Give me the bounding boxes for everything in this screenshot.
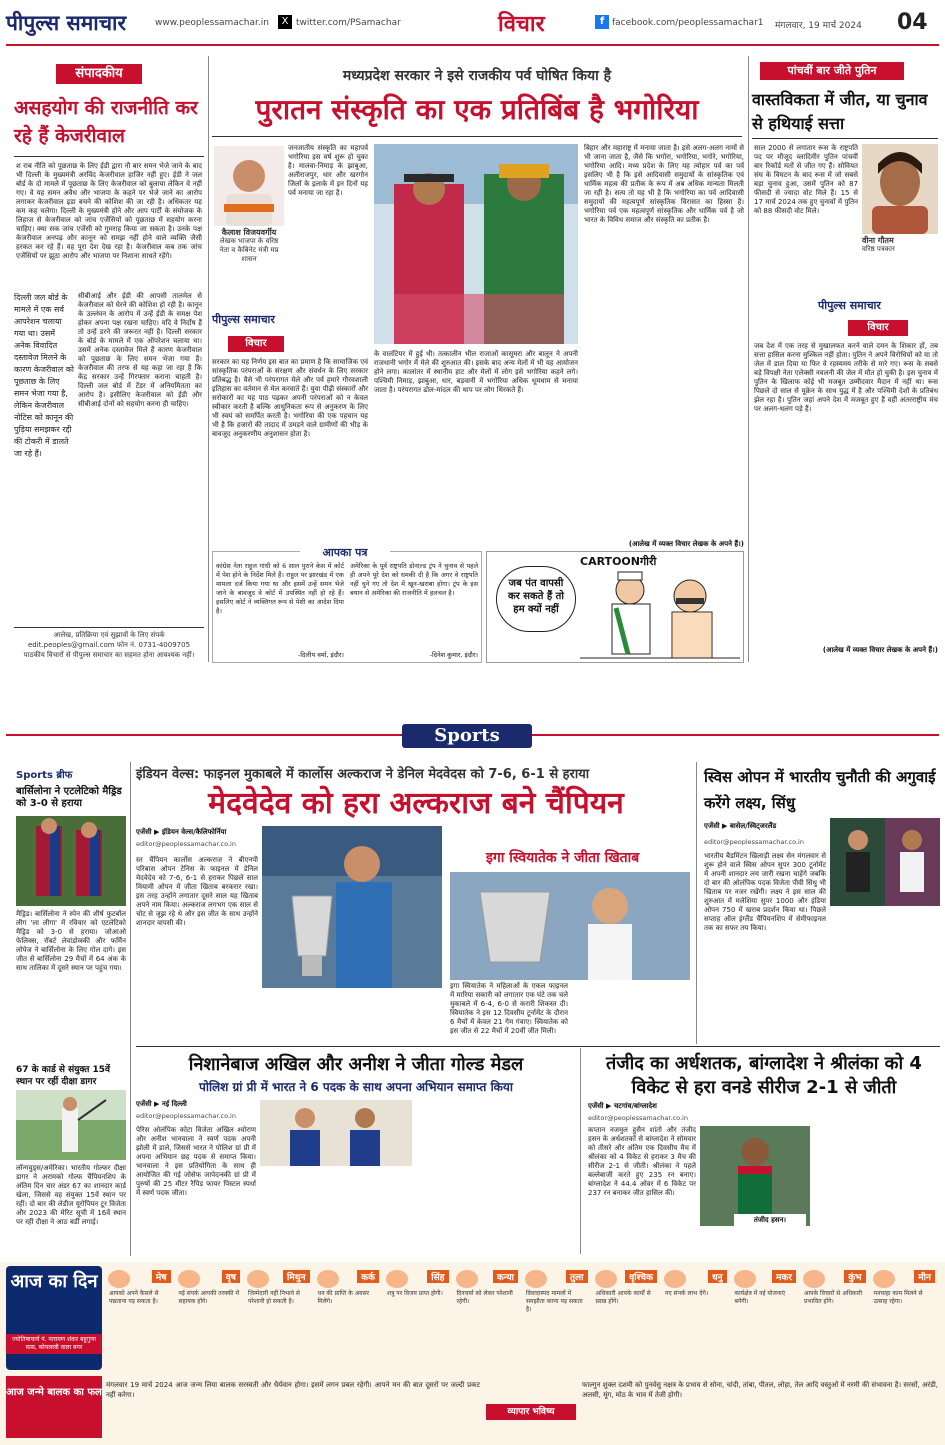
sign-name: धनु <box>708 1270 727 1283</box>
swiss-email[interactable]: editor@peoplessamachar.co.in <box>704 838 804 846</box>
sign-name: मेष <box>152 1270 171 1283</box>
sign-text: दिनचर्या को लेकर परेशानी रहेगी। <box>456 1290 513 1305</box>
masthead <box>0 0 945 48</box>
lead-body-2: सरकार का यह निर्णय इस बात का प्रमाण है कि सामाजिक एवं सांस्कृतिक परंपराओं के संरक्षण और संवर्धन के लिए सरकार प्रतिबद्ध है। वैसे भी परंपरागत मेले और पर्व हमारे गौरवशाली इतिहास का वर्तमान से मेल करवाते हैं। युवा पीढ़ी संस्कारों और सरोकारों का यह पाठ पढ़कर अपनी परंपराओं को न केवल स्वीकार करती है बल्कि आधुनिकता रूप से अनुकरण के लिए भी स्वयं को समर्पित करती है। भगोरिया की एक पहचान यह भी है कि हजारों की तादाद में उमड़ने वाले ग्रामीणों की भीड़ के बावजूद अनुकरणीय अनुशासन होता है। <box>212 358 368 438</box>
divider <box>14 156 204 157</box>
zodiac-icon <box>386 1270 408 1288</box>
lead-signature: (आलेख में व्यक्त विचार लेखक के अपने हैं।) <box>628 540 744 548</box>
sign-name: सिंह <box>427 1270 448 1283</box>
badminton-photo <box>830 818 940 906</box>
divider <box>752 138 938 139</box>
sign-text: धन की प्राप्ति के अवसर मिलेंगे। <box>317 1290 370 1305</box>
iw-body-1: स्त चैंपियन कार्लोस अल्कराज ने बीएनपी परिबास ओपन टेनिस के फाइनल में डेनिल मेदवेदेव को 7-6, 6-1 से हराकर पिछले साल मियामी ओपन में जीता खिताब बरकरार रखा। इस तरह उन्होंने लगातार दूसरे साल यह खिताब अपने नाम किया। अल्कराज लगभग एक साल से चोट से जूझ रहे थे और इस जीत के साथ उन्होंने शानदार वापसी की। <box>136 856 258 927</box>
sign-text: मनचाहा काम मिलने से उत्साह रहेगा। <box>873 1290 923 1305</box>
sign-text: शत्रु पर विजय प्राप्त होगी। <box>387 1290 443 1297</box>
horoscope-sign <box>523 1268 590 1344</box>
sign-name: मिथुन <box>283 1270 309 1283</box>
divider <box>14 627 204 628</box>
putin-signature: (आलेख में व्यक्त विचार लेखक के अपने हैं।) <box>822 646 938 654</box>
zodiac-icon <box>317 1270 339 1288</box>
lead-body-1: जनजातीय संस्कृति का महापर्व भगोरिया इस वर्ष शुरू हो चुका है। मालवा-निमाड़ के झाबुआ, अलीराजपुर, धार और खरगोन जिलों के इलाके में इन दिनों यह पर्व मनाया जा रहा है। <box>288 144 368 197</box>
swiss-body-2 <box>704 916 940 1044</box>
footer-disclaimer: पाठकीय विचारों से पीपुल्स समाचार का सहमत होना आवश्यक नहीं। <box>23 651 195 659</box>
zodiac-icon <box>108 1270 130 1288</box>
author-photo <box>862 144 938 234</box>
horoscope-sign <box>106 1268 173 1344</box>
zodiac-icon <box>873 1270 895 1288</box>
horoscope-sign <box>593 1268 660 1344</box>
putin-tag: पांचवीं बार जीते पुतिन <box>760 62 904 80</box>
cartoon-title: CARTOONगीरी <box>580 555 657 568</box>
author-portrait <box>862 144 938 234</box>
horoscope-sign <box>662 1268 729 1344</box>
author-byline <box>214 228 284 264</box>
sign-text: कार्यक्षेत्र में नई योजनाएं बनेंगी। <box>734 1290 786 1305</box>
horoscope-sign <box>384 1268 451 1344</box>
cartoon-drawing <box>580 568 740 660</box>
lead-body-4: बिहार और महाराष्ट्र में मनाया जाता है। इसे अलग-अलग नामों से भी जाना जाता है, जैसे कि भगोरा, भगोरिया, भगोरे, भगोरिया, भगोरिया आदि। मध्य प्रदेश के लिए यह त्योहार पर्व का पर्व इसलिए भी है कि इसे आदिवासी समुदायों के सांस्कृतिक एवं धार्मिक महत्व की प्रतीक के रूप में अब अधिक मान्यता मिलती जा रही है। सत्य तो यह भी है कि भगोरिया का पर्व आदिवासी समुदायों की महत्वपूर्ण सांस्कृतिक विरासत का हिस्सा है। भगोरिया पर्व एक महत्वपूर्ण सांस्कृतिक और धार्मिक पर्व है जो भारत के विविध समाज और संस्कृति का प्रतीक है। <box>584 144 744 224</box>
sign-name: वृष <box>222 1270 240 1283</box>
column-divider <box>748 56 749 662</box>
author-photo <box>214 146 284 226</box>
horoscope-sign <box>245 1268 312 1344</box>
business-title: व्यापार भविष्य <box>486 1404 576 1420</box>
lead-kicker: मध्यप्रदेश सरकार ने इसे राजकीय पर्व घोषित किया है <box>342 68 612 84</box>
column-divider <box>208 56 209 662</box>
sports-brief-logo: Sports ब्रीफ <box>16 770 73 781</box>
festival-dancers-image <box>374 144 578 344</box>
sign-text: जिम्मेदारी नहीं निभाने से परेशानी हो सकती है। <box>248 1290 300 1305</box>
shoot-body-3 <box>416 1100 576 1252</box>
alcaraz-photo <box>262 826 442 988</box>
ban-caption: तंजीद हसन। <box>734 1214 806 1226</box>
golfer-image <box>16 1090 126 1160</box>
editorial-pullquote: दिल्ली जल बोर्ड के मामले में एक सर्व आपरेशन चलाया गया था। उसमें अनेक विवादित दस्तावेज मिलने के कारण केजरीवाल को पूछताछ के लिए समन भेजा गया है, लेकिन केजरीवाल नोटिस को कानून की पुड़िया समझकर रद्दी की टोकरी में डालते जा रहे हैं। <box>14 293 74 458</box>
section-title: विचार <box>498 12 545 37</box>
birth-text: मंगलवार 19 मार्च 2024 आज जन्म लिया बालक सरस्वती और धैर्यवान होगा। इसमें लगन प्रबल रहेगी। आपने मन की बात दूसरों पर जल्दी प्रकट नहीं करेगा। <box>106 1381 480 1399</box>
sign-name: मकर <box>772 1270 796 1283</box>
ban-email[interactable]: editor@peoplessamachar.co.in <box>588 1114 688 1122</box>
editorial-tag: संपादकीय <box>56 64 142 84</box>
newspaper-logo[interactable] <box>6 6 146 40</box>
logo-text: पीपुल्स समाचार <box>6 11 127 35</box>
zodiac-icon <box>595 1270 617 1288</box>
putin-author-byline <box>862 236 938 254</box>
sign-text: नई संपर्क आपकी तरक्की में सहायक होंगे। <box>178 1290 240 1305</box>
divider <box>212 136 742 137</box>
editorial-headline: असहयोग की राजनीति कर रहे हैं केजरीवाल <box>14 97 198 147</box>
zodiac-icon <box>803 1270 825 1288</box>
column-divider <box>696 762 697 1044</box>
masthead-divider <box>6 44 939 46</box>
shooters-medal-image <box>260 1100 412 1166</box>
ps-logo: पीपुल्स समाचार <box>818 299 881 312</box>
business-text: फाल्गुन शुक्ल दशमी को पुनर्वसु नक्षत्र के प्रभाव से सोना, चांदी, तांबा, पीतल, लोहा, तेल आदि वस्तुओं में नरमी की संभावना है। सरसों, अरंडी, अलसी, मूंग, मोठ के भाव में तेजी होगी। <box>582 1381 938 1399</box>
iga-body-1: इगा स्वियातेक ने महिलाओं के एकल फाइनल में मारिया सकारी को लगातार एक घंटे तक चले मुकाबले में 6-4, 6-0 से करारी शिकस्त दी। स्वियातेक ने इस 12 दिवसीय टूर्नामेंट के दौरान 6 मैचों में केवल 21 गेम गंवाए। स्वियातेक को इस जीत से 22 मैचों में 20वीं जीत मिली। <box>450 982 568 1035</box>
horoscope-header <box>6 1266 102 1370</box>
ban-body-2 <box>814 1102 940 1254</box>
sign-name: कर्क <box>357 1270 379 1283</box>
ps-section-tag: विचार <box>848 320 908 336</box>
lakshya-sindhu-image <box>830 818 940 906</box>
sign-text: अधिकारी आपके कार्यों से प्रसन्न होंगे। <box>595 1290 651 1305</box>
letters-title: आपका पत्र <box>300 545 390 559</box>
horoscope-sign <box>732 1268 799 1344</box>
iw-kicker: इंडियन वेल्स: फाइनल मुकाबले में कार्लोस अल्कराज ने डेनिल मेदवेदस को 7-6, 6-1 से हराया <box>136 767 590 782</box>
editorial-body-2: सीबीआई और ईडी की आपसी तालमेल से केजरीवाल को घेरने की कोशिश हो रही है। कानून के उल्लंघन के आरोप में उन्हें ईडी के समक्ष पेश होकर अपना पक्ष रखना चाहिए। यदि वे निर्दोष हैं तो उन्हें डरने की जरूरत नहीं है। दिल्ली सरकार के बोर्ड के मामले में एक ऑपरेशन चलाया था। उसमें अनेक दस्तावेज मिले हैं कारण केजरीवाल को पूछताछ के लिए समन भेजा गया है। केजरीवाल की तरफ से यह कहा जा रहा है कि केंद्र सरकार उन्हें गिरफ्तार कराना चाहती है। दिल्ली जल बोर्ड में टेंडर में अनियमितता का आरोप है। इसीलिए केजरीवाल को ईडी और सीबीआई दोनों को सहयोग करना ही चाहिए। <box>78 292 202 408</box>
sign-name: वृश्चिक <box>625 1270 657 1283</box>
facebook-link[interactable]: facebook.com/peoplessamachar1 <box>612 18 764 28</box>
letter-1: कांग्रेस नेता राहुल गांधी को 6 साल पुराने केस में कोर्ट में पेश होने के निर्देश मिले हैं। राहुल पर झारखंड में एक मामला दर्ज किया गया था और इसमें उन्हें समन भेजे जाने के बावजूद वे कोर्ट में उपस्थित नहीं हो रहे हैं। इसलिए कोर्ट ने व्यक्तिगत रूप से पेशी का आदेश दिया है। <box>216 562 344 615</box>
iga-photo <box>450 872 690 980</box>
author-desc: लेखक भाजपा के वरिष्ठ नेता व कैबिनेट मंत्री मप्र शासन <box>219 237 279 263</box>
football-photo <box>16 816 126 906</box>
letter-2: अमेरिका के पूर्व राष्ट्रपति डोनाल्ड ट्रंप ने चुनाव से पहले ही अपने पूरे देश को धमकी दी है कि अगर वे राष्ट्रपति नहीं चुने गए तो देश में खून-खराबा होगा। ट्रंप के इस बयान से अमेरिका की राजनीति में हलचल है। <box>350 562 478 597</box>
sign-text: आपको अपने कैसले से पछताना पड़ सकता है। <box>109 1290 159 1305</box>
shoot-headline: निशानेबाज अखिल और अनीश ने जीता गोल्ड मेडल <box>188 1054 524 1075</box>
iw-email[interactable]: editor@peoplessamachar.co.in <box>136 840 236 848</box>
horoscope-sign <box>454 1268 521 1344</box>
letter-1-sign: -दिलीप वर्मा, इंदौर। <box>297 651 344 659</box>
lead-body-3: के वालंटियर में हुई थी। तत्कालीन भील राजाओं कासूमरा और बालून ने अपनी राजधानी भगोर में मेले की शुरुआत की। इसके बाद अन्य मेलों में भी यह आयोजन होने लगा। कालांतर में स्थानीय हाट और मेलों में लोग इसे भगोरिया कहने लगे। पश्चिमी निमाड़, झाबुआ, धार, बड़वानी में भगोरिया अधिक धूमधाम से मनाया जाता है। परंपरागत ढोल-मांदल की थाप पर लोग थिरकते हैं। <box>374 350 578 394</box>
footer-line: आलेख, प्रतिक्रिया एवं सुझावों के लिए संपर्क <box>53 631 165 639</box>
football-players-image <box>16 816 126 906</box>
sign-name: कन्या <box>493 1270 518 1283</box>
footer-email[interactable]: edit.peoples@gmail.com फोन नं. 0731-4009705 <box>27 641 191 649</box>
ban-body-1: कप्तान नजमुल हुसैन शांतो और तंजीद हसन के अर्धशतकों से बांग्लादेश ने सोमवार को तीसरे और अंतिम एक दिवसीय मैच में श्रीलंका को 4 विकेट से हराकर 3 मैच की सीरीज 2-1 से जीती। श्रीलंका ने पहले बल्लेबाजी करते हुए 235 रन बनाए। बांग्लादेश ने 44.4 ओवर में 6 विकेट पर 237 रन बनाकर जीत हासिल की। <box>588 1126 696 1197</box>
zodiac-icon <box>664 1270 686 1288</box>
ps-section-tag: विचार <box>228 336 284 352</box>
author-name: वीना गौतम <box>862 236 894 245</box>
horoscope-sign <box>871 1268 938 1344</box>
x-twitter-icon: X <box>278 15 292 29</box>
iw-body-2 <box>262 992 442 1042</box>
shoot-body-2 <box>260 1170 412 1252</box>
putin-body-2: जब देश में एक तरह से मुखालफत करने वाले दमन के शिकार हों, तब सत्ता हासिल करना मुश्किल नहीं होता। पुतिन ने अपने विरोधियों को या तो जेल में डाल दिया या फिर वे रहस्यमय तरीके से मारे गए। रूस के सबसे बड़े विपक्षी नेता एलेक्सी नवलनी की जेल में मौत हो चुकी है। इस चुनाव में पुतिन के खिलाफ कोई भी मजबूत उम्मीदवार मैदान में नहीं था। रूस पिछले दो साल से यूक्रेन के साथ युद्ध में है और पश्चिमी देशों के प्रतिबंध झेल रहा है। पुतिन जहां अपने देश में मजबूत हुए हैं वहीं अंतरराष्ट्रीय मंच पर अलग-थलग पड़े हैं। <box>754 342 938 413</box>
cartoon-speech-bubble: जब पंत वापसी कर सकते हैं तो हम क्यों नहीं <box>496 566 576 632</box>
author-portrait <box>214 146 284 226</box>
shoot-body-1: पेरिस ओलंपिक कोटा विजेता अखिल श्योराण और अनीश भानवाला ने स्वर्ण पदक अपनी झोली में डाले, जिससे भारत ने पोलिश ग्रां प्री में अपना अभियान छह पदक से समाप्त किया। भानवाला ने इस प्रतियोगिता के साथ ही आयोजित की गई जोसेफ जापेदन्स्की ग्रां प्री में पुरुषों की 25 मीटर रैपिड फायर पिस्टल स्पर्धा में स्वर्ण पदक जीता। <box>136 1126 256 1197</box>
website-link[interactable]: www.peoplessamachar.in <box>155 18 269 28</box>
zodiac-icon <box>247 1270 269 1288</box>
birth-title: आज जन्मे बालक का फल <box>6 1376 102 1438</box>
author-name: कैलाश विजयवर्गीय <box>221 228 277 237</box>
column-divider <box>130 762 131 1256</box>
author-desc: वरिष्ठ पत्रकार <box>862 245 895 253</box>
golf-photo <box>16 1090 126 1160</box>
brief-1-body: मैड्रिड। बार्सिलोना ने स्पेन की शीर्ष फुटबॉल लीग 'ला लीगा' में रविवार को एटलेटिको मैड्रिड को 3-0 से हराया। जोआओ फेलिक्स, रॉबर्ट लेवांडोव्स्की और फर्मिन लोपेज ने बार्सिलोना के लिए गोल दागे। इस जीत से बार्सिलोना 29 मैचों में 64 अंक के साथ तालिका में दूसरे स्थान पर पहुंच गया। <box>16 910 126 972</box>
shoot-email[interactable]: editor@peoplessamachar.co.in <box>136 1112 236 1120</box>
iga-headline: इगा स्वियातेक ने जीता खिताब <box>486 850 640 866</box>
zodiac-icon <box>456 1270 478 1288</box>
horoscope-sign <box>176 1268 243 1344</box>
divider <box>136 1046 940 1047</box>
ban-byline: एजेंसी ▶ चटगांव/बांग्लादेश <box>588 1102 657 1110</box>
horoscope-astrologer: ज्योतिषाचार्य पं. नारायण शंकर बहुगुणा वत्स, कोयलावी वाला बगर <box>6 1334 102 1354</box>
putin-body-1: साल 2000 से लगातार रूस के राष्ट्रपति पद पर मौजूद व्लादिमीर पुतिन पांचवीं बार रिकॉर्ड मतों से जीत गए हैं। सोवियत संघ के विघटन के बाद रूस में जो सबसे बड़ा चुनाव हुआ, उसमें पुतिन को 87 फीसदी से ज्यादा वोट मिले हैं। 15 से 17 मार्च 2024 तक हुए चुनावों में पुतिन को 88 फीसदी वोट मिले। <box>754 144 858 215</box>
iw-byline: एजेंसी ▶ इंडियन वेल्स/कैलिफोर्निया <box>136 828 227 836</box>
horoscope-title: आज का दिन <box>10 1271 98 1292</box>
sign-name: मीन <box>914 1270 935 1283</box>
brief-2-body: लॉन्गवुड्स/अमेरिका। भारतीय गोल्फर दीक्षा डागर ने अरामको गोल्फ चैंपियनशिप के अंतिम दिन चार अंडर 67 का शानदार कार्ड खेला, जिससे वह संयुक्त 15वें स्थान पर रहीं। दो बार की लेडीज यूरोपियन टूर विजेता और 2023 की मेरिट सूची में 16वें स्थान पर रहीं दीक्षा ने आठ बर्डी लगाई। <box>16 1164 126 1226</box>
horoscope-sign <box>315 1268 382 1344</box>
page-number: 04 <box>897 10 928 35</box>
sign-name: तुला <box>566 1270 588 1283</box>
zodiac-icon <box>734 1270 756 1288</box>
letter-2-sign: -दिनेश कुमार, इंदौर। <box>429 651 478 659</box>
shooters-photo <box>260 1100 412 1166</box>
tanzid-photo <box>700 1126 810 1226</box>
horoscope-signs <box>106 1268 940 1348</box>
brief-2-headline: 67 के कार्ड से संयुक्त 15वें स्थान पर रहीं दीक्षा डागर <box>16 1065 111 1087</box>
column-divider <box>580 1048 581 1254</box>
sign-text: नए संपर्क लाभ देंगे। <box>665 1290 709 1297</box>
horoscope-sign <box>801 1268 868 1344</box>
editorial-body-1: श राब नीति को पूछताछ के लिए ईडी द्वारा नौ बार समन भेजे जाने के बाद भी दिल्ली के मुख्यमंत्री अरविंद केजरीवाल हाजिर नहीं हुए। ईडी ने जल बोर्ड के दो मामले में पूछताछ के लिए केजरीवाल को बुलाया लेकिन वे नहीं गए। वे यह समन अवैध और भाजपा के कहने पर भेजे जाने का आरोप लगाकर केजरीवाल इडा बचने की कोशिश की जा रही है। अधिकतर यह कम कह चलेगा। दिल्ली के मुख्यमंत्री होने और आप पार्टी के संयोजक के लिहाज से केजरीवाल को जांच एजेंसियों को पूछताछ में सहयोग करना चाहिए। क्या सक जांच एजेंसी को गुमराह किया जा सकता है। उनके पक्ष केजरीवाल अनपढ़ और कानून को समझ नहीं होने वाले व्यक्ति जैसी हरकत कर रहे हैं। वह पूरा देश देख रहा है। केजरीवाल कब तक जांच एजेंसियों पर झूठा आरोप और भाजपा पर निशाना साधते रहेंगे। <box>16 162 202 260</box>
tanzid-batting-image <box>700 1126 810 1226</box>
ps-logo: पीपुल्स समाचार <box>212 313 275 326</box>
swiss-byline: एजेंसी ▶ बासेल/स्विट्जरलैंड <box>704 822 777 830</box>
sign-text: आपके विचारों से अधिकारी प्रभावित होंगे। <box>804 1290 863 1305</box>
swiss-headline: स्विस ओपन में भारतीय चुनौती की अगुवाई करेंगे लक्ष्य, सिंधु <box>704 768 936 812</box>
editorial-footer <box>14 630 204 660</box>
zodiac-icon <box>178 1270 200 1288</box>
sign-text: विवादास्पद मामलों में समझौता करना पड़ सकता है। <box>526 1290 583 1313</box>
sign-name: कुंभ <box>844 1270 865 1283</box>
iga-trophy-image <box>450 872 690 980</box>
swiss-body-1: भारतीय बैडमिंटन खिलाड़ी लक्ष्य सेन मंगलवार से शुरू होने वाले स्विस ओपन सुपर 300 टूर्नामेंट में अपनी शानदार लय जारी रखना चाहेंगे जबकि दो बार की ओलंपिक पदक विजेता पीवी सिंधु भी खिताब पर नजर रखेंगी। लक्ष्य ने इस साल की शुरुआत में मलेशिया सुपर 1000 और इंडिया ओपन 750 में खराब प्रदर्शन किया था। पिछले सप्ताह ऑल इंग्लैंड चैंपियनशिप में सेमीफाइनल तक का सफर तय किया। <box>704 852 826 932</box>
alcaraz-trophy-image <box>262 826 442 988</box>
brief-1-headline: बार्सिलोना ने एटलेटिको मैड्रिड को 3-0 से हराया <box>16 786 122 809</box>
sports-banner: Sports <box>402 724 532 748</box>
shoot-byline: एजेंसी ▶ नई दिल्ली <box>136 1100 187 1108</box>
date: मंगलवार, 19 मार्च 2024 <box>775 21 862 31</box>
twitter-link[interactable]: twitter.com/PSamachar <box>296 18 401 28</box>
ban-headline: तंजीद का अर्धशतक, बांग्लादेश ने श्रीलंका को 4 विकेट से हरा वनडे सीरीज 2-1 से जीती <box>606 1053 922 1098</box>
putin-headline: वास्तविकता में जीत, या चुनाव से हथियाई सत्ता <box>752 90 928 133</box>
iw-headline: मेदवेदेव को हरा अल्कराज बने चैंपियन <box>208 786 624 821</box>
zodiac-icon <box>525 1270 547 1288</box>
lead-headline: पुरातन संस्कृति का एक प्रतिबिंब है भगोरिया <box>255 93 699 126</box>
facebook-icon: f <box>595 15 609 29</box>
shoot-subheadline: पोलिश ग्रां प्री में भारत ने 6 पदक के साथ अपना अभियान समाप्त किया <box>199 1080 513 1094</box>
bhagoria-photo <box>374 144 578 344</box>
